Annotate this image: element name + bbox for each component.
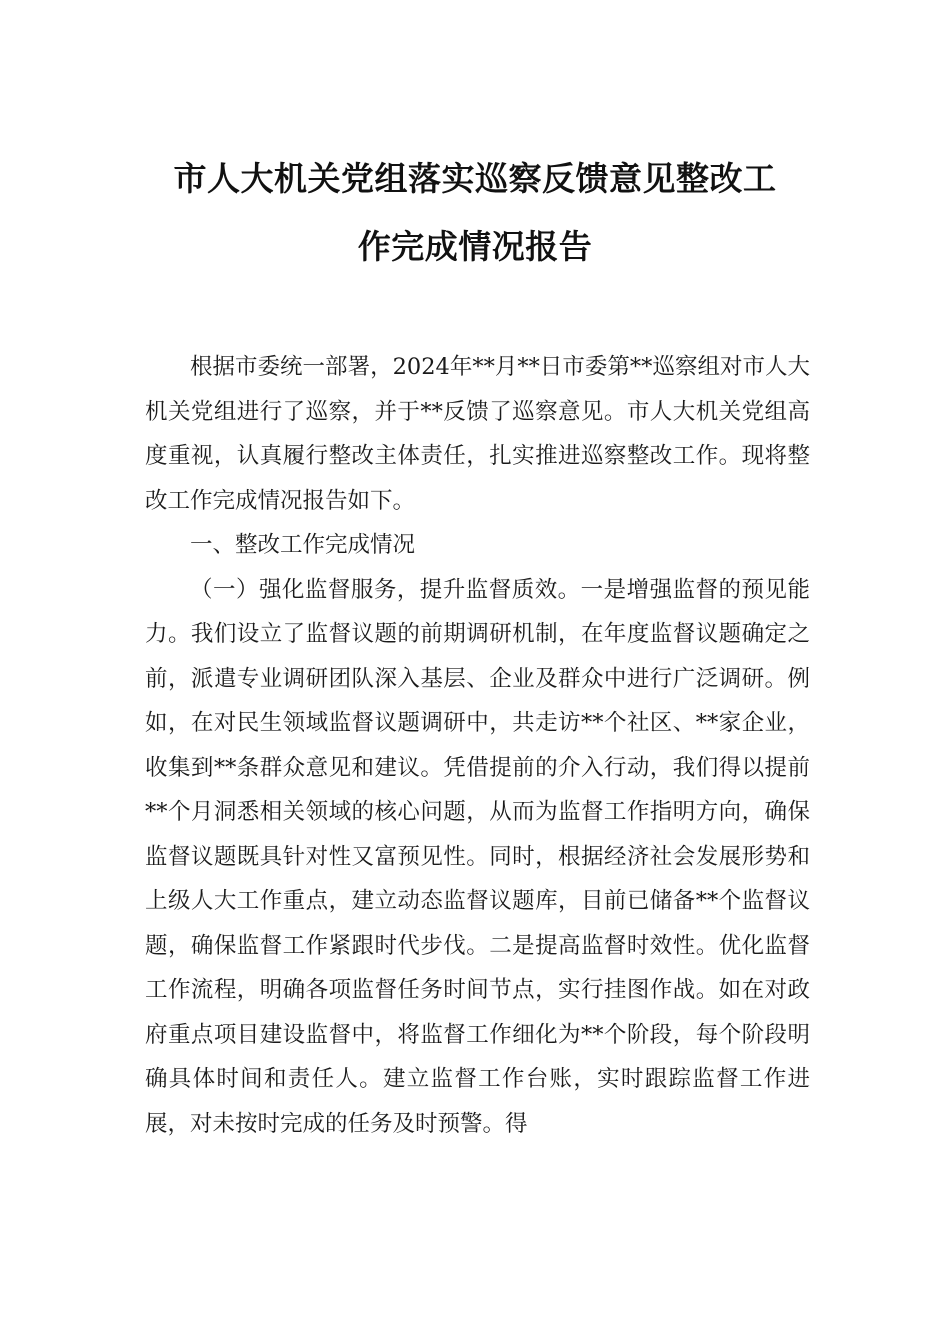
subsection-body-1: 一是增强监督的预见能力。我们设立了监督议题的前期调研机制，在年度监督议题确定之前，派遣专业调研团队深入基层、企业及群众中进行广泛调研。例如，在对民生领域监督议题调研中，共走访**个社区、**家企业，收集到**条群众意见和建议。凭借提前的介入行动，我们得以提前**个月洞悉相关领域的核心问题，从而为监督工作指明方向，确保监督议题既具针对性又富预见性。同时，根据经济社会发展形势和上级人大工作重点，建立动态监督议题库，目前已储备**个监督议题，确保监督工作紧跟时代步伐。二是提高监督时效性。优化监督工作流程，明确各项监督任务时间节点，实行挂图作战。如在对政府重点项目建设监督中，将监督工作细化为**个阶段，每个阶段明确具体时间和责任人。建立监督工作台账，实时跟踪监督工作进展，对未按时完成的任务及时预警。得 bbox=[145, 576, 810, 1137]
subsection-paragraph-1 bbox=[145, 568, 810, 1147]
subsection-heading-1: （一）强化监督服务，提升监督质效。 bbox=[190, 576, 581, 603]
document-title bbox=[150, 145, 800, 281]
title-line-2: 作完成情况报告 bbox=[357, 227, 593, 266]
section-heading-1: 一、整改工作完成情况 bbox=[190, 532, 416, 558]
title-line-1: 市人大机关党组落实巡察反馈意见整改工 bbox=[173, 159, 777, 198]
intro-paragraph: 根据市委统一部署，2024年**月**日市委第**巡察组对市人大机关党组进行了巡察，并于**反馈了巡察意见。市人大机关党组高度重视，认真履行整改主体责任，扎实推进巡察整改工作。现将整改工作完成情况报告如下。 bbox=[145, 354, 810, 514]
document-body bbox=[145, 345, 810, 1146]
